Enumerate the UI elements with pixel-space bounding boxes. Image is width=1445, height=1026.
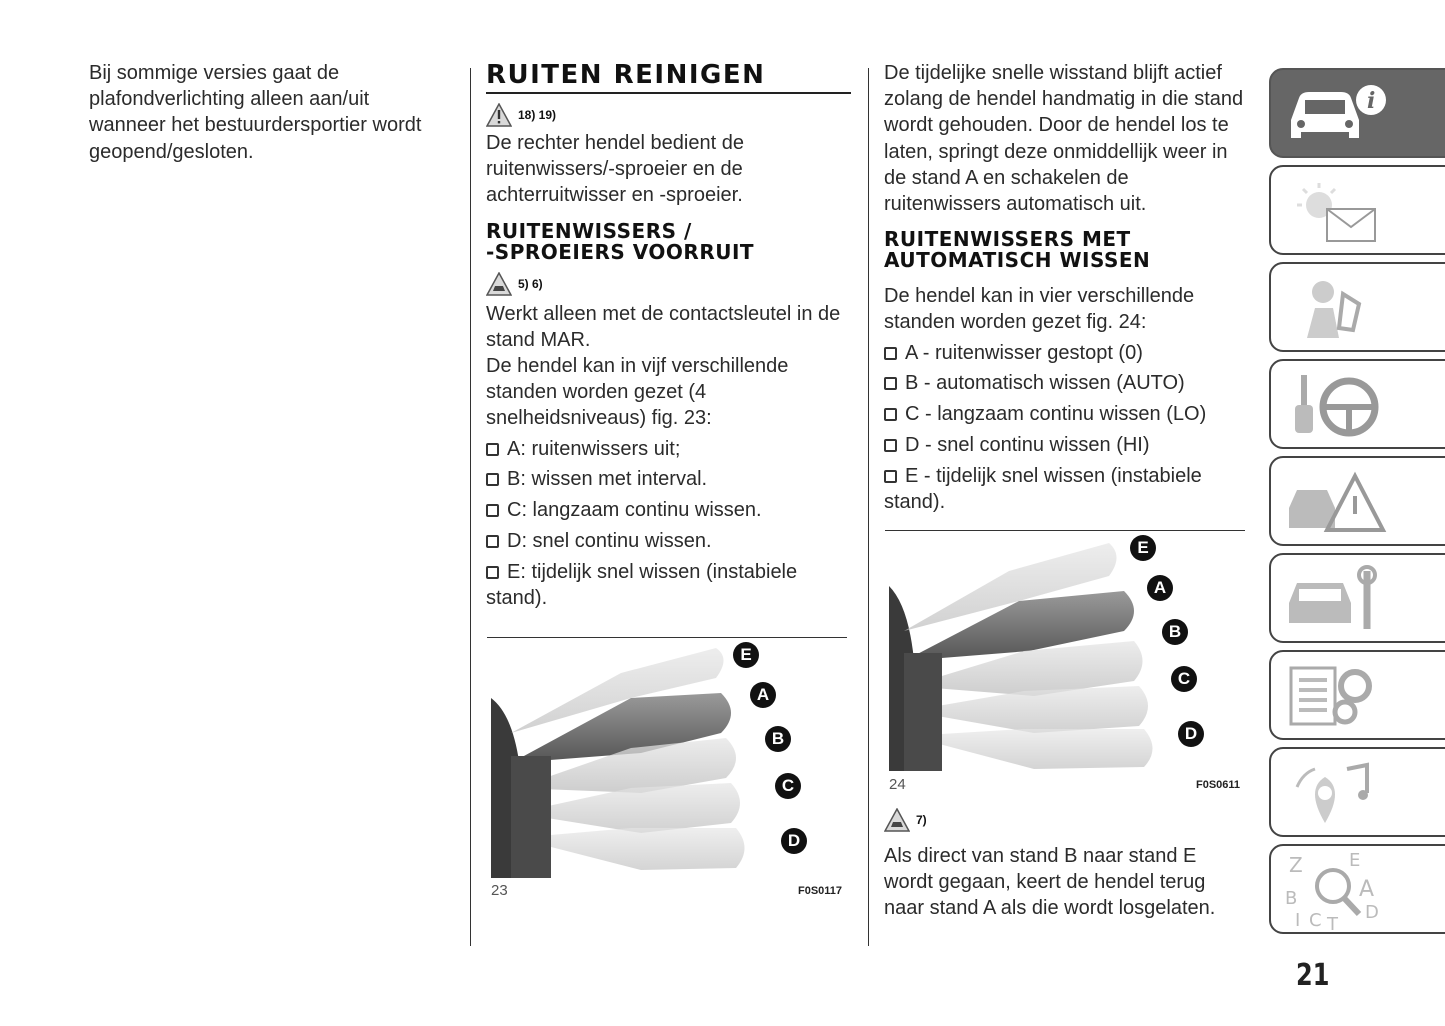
lever-description: De rechter hendel bedient de ruitenwissers/-sproeier en de achterruitwisser en -sproeier.: [486, 132, 744, 207]
index-search-icon: [1283, 850, 1393, 930]
figure-letter-c: C: [1171, 666, 1197, 692]
list-item: [884, 401, 1246, 427]
figure-letter-e: E: [733, 642, 759, 668]
figure-24: [885, 530, 1245, 771]
figure-letter-d: D: [781, 828, 807, 854]
tab-starting-driving[interactable]: [1269, 359, 1445, 449]
figure-number: 24: [889, 776, 906, 793]
multimedia-icon: [1283, 759, 1393, 829]
index-letter: T: [1327, 914, 1338, 930]
list-item: [884, 463, 1246, 515]
subsection-title: [486, 218, 851, 264]
caution-numbers: 5) 6): [518, 276, 543, 291]
bullet-box-icon: [486, 535, 499, 548]
figure-letter-b: B: [765, 726, 791, 752]
svg-text:i: i: [1367, 88, 1376, 114]
subsection-title-line: RUITENWISSERS MET: [884, 227, 1131, 252]
caution-car-icon: [486, 272, 512, 296]
list-item-text: D: snel continu wissen.: [507, 530, 712, 553]
warning-lights-icon: [1283, 177, 1393, 247]
warning-triangle-icon: [486, 103, 512, 127]
column-1: [89, 60, 449, 165]
emergency-car-icon: [1283, 468, 1393, 538]
bullet-box-icon: [884, 470, 897, 483]
section-title: RUITEN REINIGEN: [486, 60, 851, 94]
maintenance-car-icon: [1283, 565, 1393, 635]
tab-index[interactable]: [1269, 844, 1445, 934]
list-item-text: A: ruitenwissers uit;: [507, 437, 681, 460]
bullet-box-icon: [884, 439, 897, 452]
list-item-text: A - ruitenwisser gestopt (0): [905, 341, 1143, 364]
list-item-text: E: tijdelijk snel wissen (instabiele stand).: [486, 560, 798, 610]
list-item-text: C: langzaam continu wissen.: [507, 499, 762, 522]
bullet-box-icon: [486, 443, 499, 456]
subsection-title-line: AUTOMATISCH WISSEN: [884, 248, 1151, 273]
paragraph: De tijdelijke snelle wisstand blijft actief zolang de hendel handmatig in die stand wordt gehouden. Door de hendel los te laten, springt deze onmiddellijk weer in de stand A en schakelen de ruitenwissers automatisch uit.: [884, 62, 1244, 216]
list-item: [884, 370, 1246, 396]
figure-letter-d: D: [1178, 721, 1204, 747]
index-letter: E: [1349, 850, 1361, 871]
bullet-box-icon: [486, 566, 499, 579]
figure-23: [487, 637, 847, 878]
index-letter: A: [1359, 877, 1375, 902]
list-item: [884, 340, 1246, 366]
technical-data-icon: [1283, 662, 1393, 732]
warning-reference: [486, 100, 851, 130]
column-3: [884, 60, 1246, 520]
subsection-title: [884, 229, 1246, 271]
index-letter: C: [1309, 910, 1322, 930]
list-item-text: B: wissen met interval.: [507, 468, 708, 491]
list-item: [486, 497, 851, 523]
list-item: [486, 466, 851, 492]
tab-emergency[interactable]: [1269, 456, 1445, 546]
column-divider: [868, 68, 869, 946]
airbag-safety-icon: [1283, 274, 1393, 344]
caution-reference: [486, 269, 851, 299]
paragraph: De hendel kan in vier verschillende standen worden gezet fig. 24:: [884, 285, 1195, 334]
figure-letter-c: C: [775, 773, 801, 799]
tab-technical-data[interactable]: [1269, 650, 1445, 740]
positions-list: [884, 340, 1246, 516]
bullet-box-icon: [884, 377, 897, 390]
figure-code: F0S0117: [798, 885, 843, 897]
paragraph: Werkt alleen met de contactsleutel in de stand MAR.: [486, 302, 841, 351]
index-letter: Z: [1289, 853, 1303, 877]
subsection-title-line: -SPROEIERS VOORRUIT: [486, 239, 755, 264]
key-steering-icon: [1283, 371, 1393, 441]
tab-safety[interactable]: [1269, 262, 1445, 352]
list-item-text: E - tijdelijk snel wissen (instabiele stand).: [884, 464, 1202, 514]
list-item: [486, 559, 851, 611]
bullet-box-icon: [884, 408, 897, 421]
figure-letter-a: A: [750, 682, 776, 708]
paragraph: Als direct van stand B naar stand E wordt gegaan, keert de hendel terug naar stand A als die wordt losgelaten.: [884, 845, 1216, 920]
column-3-bottom: [884, 805, 1246, 922]
figure-letter-b: B: [1162, 619, 1188, 645]
car-info-icon: [1283, 80, 1393, 150]
figure-letter-a: A: [1147, 575, 1173, 601]
list-item-text: C - langzaam continu wissen (LO): [905, 403, 1207, 426]
caution-car-icon: [884, 808, 910, 832]
bullet-box-icon: [486, 473, 499, 486]
caution-numbers: 7): [916, 813, 927, 827]
list-item: [486, 436, 851, 462]
figure-code: F0S0611: [1196, 779, 1241, 791]
tab-warning-lights[interactable]: [1269, 165, 1445, 255]
bullet-box-icon: [884, 347, 897, 360]
positions-list: [486, 436, 851, 612]
list-item-text: B - automatisch wissen (AUTO): [905, 372, 1185, 395]
tab-maintenance[interactable]: [1269, 553, 1445, 643]
figure-letter-e: E: [1130, 535, 1156, 561]
paragraph: De hendel kan in vijf verschillende standen worden gezet (4 snelheidsniveaus) fig. 23:: [486, 355, 789, 430]
index-letter: D: [1365, 902, 1379, 923]
column-divider: [470, 68, 471, 946]
index-letter: I: [1295, 910, 1301, 930]
tab-multimedia[interactable]: [1269, 747, 1445, 837]
list-item: [486, 528, 851, 554]
page-number: 21: [1296, 958, 1330, 993]
intro-paragraph: Bij sommige versies gaat de plafondverlichting alleen aan/uit wanneer het bestuurdersportier wordt geopend/gesloten.: [89, 62, 422, 163]
list-item: [884, 432, 1246, 458]
figure-number: 23: [491, 882, 508, 899]
subsection-title-line: RUITENWISSERS /: [486, 218, 692, 243]
column-2: [486, 60, 851, 616]
list-item-text: D - snel continu wissen (HI): [905, 434, 1150, 457]
tab-vehicle-info[interactable]: [1269, 68, 1445, 158]
index-letter: B: [1285, 888, 1298, 909]
caution-reference: [884, 805, 1246, 835]
warning-numbers: 18) 19): [518, 108, 557, 122]
bullet-box-icon: [486, 504, 499, 517]
